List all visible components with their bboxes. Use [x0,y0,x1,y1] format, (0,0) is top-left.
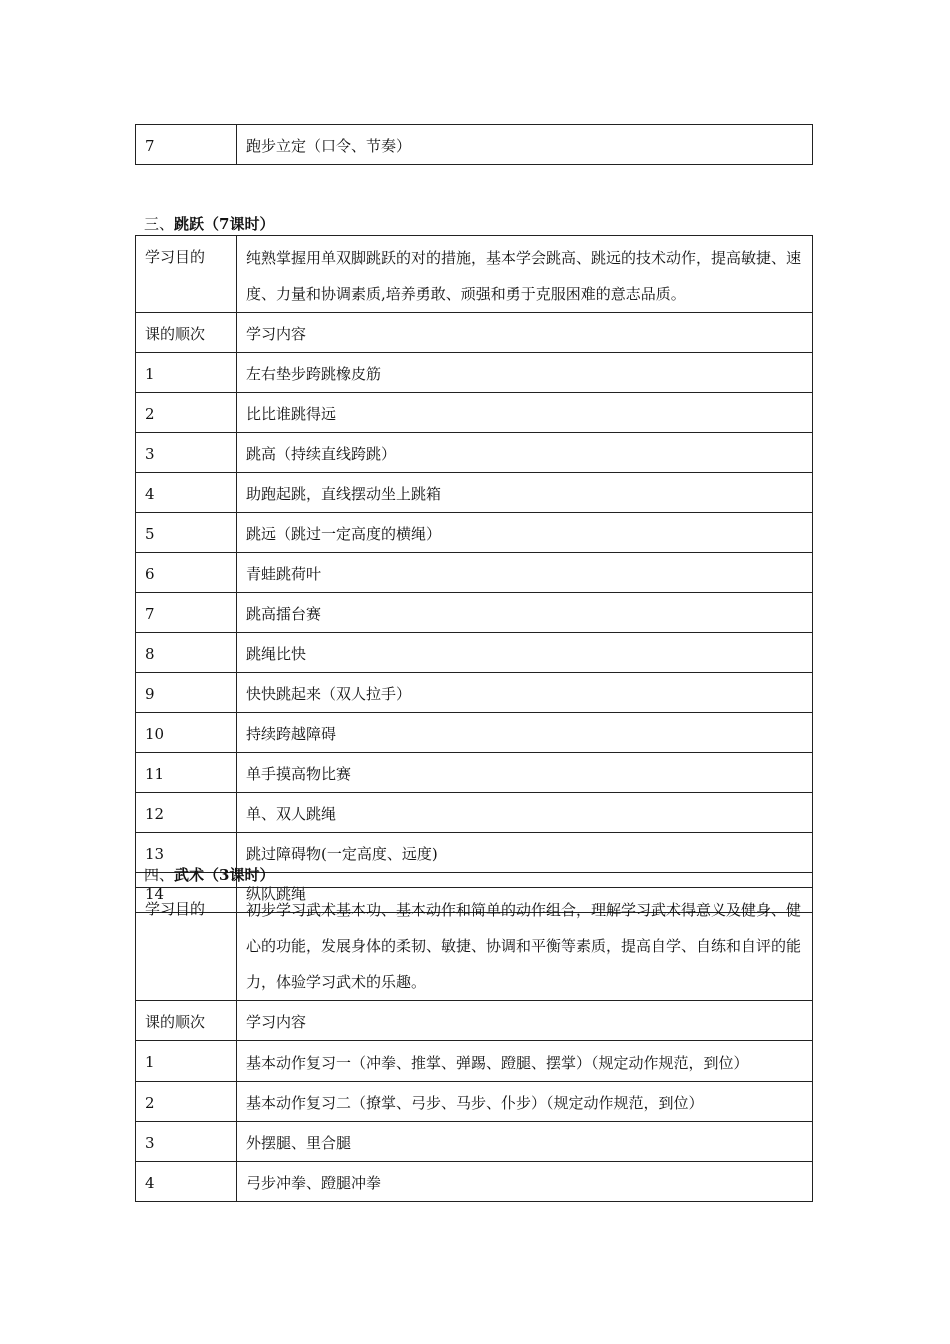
table-row [136,393,813,433]
lesson-content: 比比谁跳得远 [237,393,813,433]
lesson-number: 2 [136,1082,237,1122]
lesson-content: 快快跳起来（双人拉手） [237,673,813,713]
table-row [136,513,813,553]
lesson-content: 跑步立定（口令、节奏） [237,125,813,165]
table-row [136,593,813,633]
lesson-number: 3 [136,433,237,473]
table-row [136,433,813,473]
lesson-content: 青蛙跳荷叶 [237,553,813,593]
order-header: 课的顺次 [136,1001,237,1041]
content-header: 学习内容 [237,313,813,353]
lesson-number: 12 [136,793,237,833]
lesson-number: 7 [136,593,237,633]
lesson-content: 弓步冲拳、蹬腿冲拳 [237,1162,813,1202]
lesson-content: 跳高（持续直线跨跳） [237,433,813,473]
lesson-number: 5 [136,513,237,553]
table-row [136,753,813,793]
table-row [136,1162,813,1202]
lesson-number: 9 [136,673,237,713]
lesson-number: 11 [136,753,237,793]
table-row [136,633,813,673]
goal-text: 初步学习武术基本功、基本动作和简单的动作组合，理解学习武术得意义及健身、健心的功能，发展身体的柔韧、敏捷、协调和平衡等素质，提高自学、自练和自评的能力，体验学习武术的乐趣。 [237,888,813,1001]
table-row [136,793,813,833]
section-prefix: 四、 [144,866,175,884]
goal-label: 学习目的 [136,236,237,313]
table-row [136,1041,813,1082]
goal-text: 纯熟掌握用单双脚跳跃的对的措施，基本学会跳高、跳远的技术动作，提高敏捷、速度、力量和协调素质,培养勇敢、顽强和勇于克服困难的意志品质。 [237,236,813,313]
table-row [136,353,813,393]
lesson-number: 2 [136,393,237,433]
lesson-content: 基本动作复习一（冲拳、推掌、弹踢、蹬腿、摆掌）（规定动作规范，到位） [237,1041,813,1082]
lesson-content: 外摆腿、里合腿 [237,1122,813,1162]
table-row [136,473,813,513]
lesson-number: 8 [136,633,237,673]
goal-label: 学习目的 [136,888,237,1001]
lesson-number: 7 [136,125,237,165]
table-row [136,553,813,593]
lesson-number: 4 [136,1162,237,1202]
lesson-content: 跳绳比快 [237,633,813,673]
lesson-number: 3 [136,1122,237,1162]
lesson-content: 助跑起跳，直线摆动坐上跳箱 [237,473,813,513]
lesson-number: 14 [136,873,237,913]
table-row [136,1122,813,1162]
lesson-content: 跳过障碍物(一定高度、远度) [237,833,813,873]
section-prefix: 三、 [144,215,175,233]
wushu-table [135,887,813,1202]
lesson-number: 10 [136,713,237,753]
table-row [136,1082,813,1122]
table-row [136,125,813,165]
lesson-content: 单、双人跳绳 [237,793,813,833]
table-row [136,888,813,1001]
lesson-content: 基本动作复习二（撩掌、弓步、马步、仆步）（规定动作规范，到位） [237,1082,813,1122]
order-header: 课的顺次 [136,313,237,353]
lesson-number: 1 [136,353,237,393]
lesson-content: 跳远（跳过一定高度的横绳） [237,513,813,553]
lesson-number: 13 [136,833,237,873]
lesson-number: 1 [136,1041,237,1082]
jump-table [135,235,813,913]
table-row [136,673,813,713]
section-title: 跳跃（7课时） [174,215,275,233]
lesson-content: 跳高擂台赛 [237,593,813,633]
content-header: 学习内容 [237,1001,813,1041]
lesson-content: 纵队跳绳 [237,873,813,913]
lesson-number: 4 [136,473,237,513]
table-row [136,713,813,753]
lesson-content: 持续跨越障碍 [237,713,813,753]
table-header-row [136,313,813,353]
table-row [136,236,813,313]
lesson-content: 单手摸高物比赛 [237,753,813,793]
lesson-content: 左右垫步跨跳橡皮筋 [237,353,813,393]
lesson-number: 6 [136,553,237,593]
table-header-row [136,1001,813,1041]
section-heading-wushu [144,864,274,885]
running-table-tail [135,124,813,165]
section-heading-jump [144,213,274,234]
section-title: 武术（3课时） [174,866,275,884]
